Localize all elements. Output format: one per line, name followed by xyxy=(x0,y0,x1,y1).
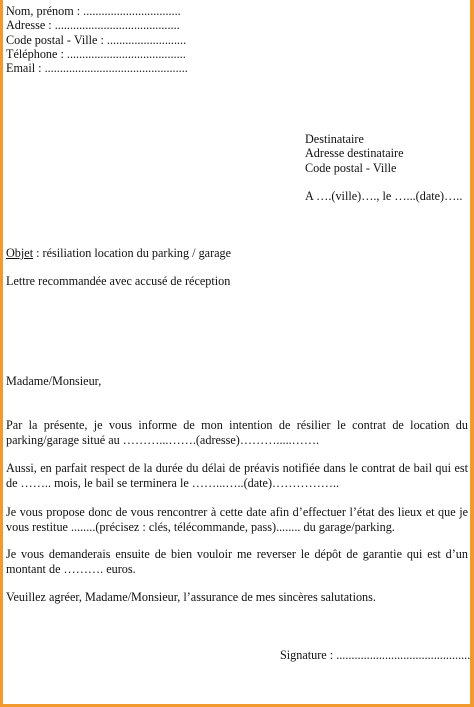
signature-line: Signature : ............................................ xyxy=(280,648,471,662)
sender-postal: Code postal - Ville : .......................... xyxy=(6,33,187,47)
subject-label: Objet xyxy=(6,246,34,260)
paragraph-notice-period: Aussi, en parfait respect de la durée du délai de préavis notifiée dans le contrat de bail qui est de …….. mois, le bail se terminera le ……...…..(date)…………….. xyxy=(6,461,468,490)
mail-type: Lettre recommandée avec accusé de réception xyxy=(6,274,231,288)
paragraph-deposit: Je vous demanderais ensuite de bien vouloir me reverser le dépôt de garantie qui est d’un montant de ………. euros. xyxy=(6,547,468,576)
recipient-address: Adresse destinataire xyxy=(305,146,404,160)
paragraph-termination: Par la présente, je vous informe de mon intention de résilier le contrat de location du parking/garage situé au ………...…….(adresse)……….....……. xyxy=(6,418,468,447)
place-date: A ….(ville)…., le …...(date)….. xyxy=(305,189,463,203)
sender-email: Email : ............................................... xyxy=(6,61,188,75)
salutation: Madame/Monsieur, xyxy=(6,374,102,388)
right-accent-border xyxy=(470,0,474,707)
sender-name: Nom, prénom : ................................ xyxy=(6,4,181,18)
recipient-postal: Code postal - Ville xyxy=(305,161,397,175)
subject-text: : résiliation location du parking / garage xyxy=(33,246,232,260)
left-accent-border xyxy=(0,0,3,707)
sender-address: Adresse : ......................................... xyxy=(6,18,180,32)
closing-formula: Veuillez agréer, Madame/Monsieur, l’assurance de mes sincères salutations. xyxy=(6,590,376,604)
paragraph-inspection: Je vous propose donc de vous rencontrer à cette date afin d’effectuer l’état des lieux et que je vous restitue ........(précisez : clés, télécommande, pass)........ du garage/parking. xyxy=(6,505,468,534)
sender-phone: Téléphone : ....................................... xyxy=(6,47,186,61)
subject-line xyxy=(6,246,231,261)
recipient-name: Destinataire xyxy=(305,132,364,146)
